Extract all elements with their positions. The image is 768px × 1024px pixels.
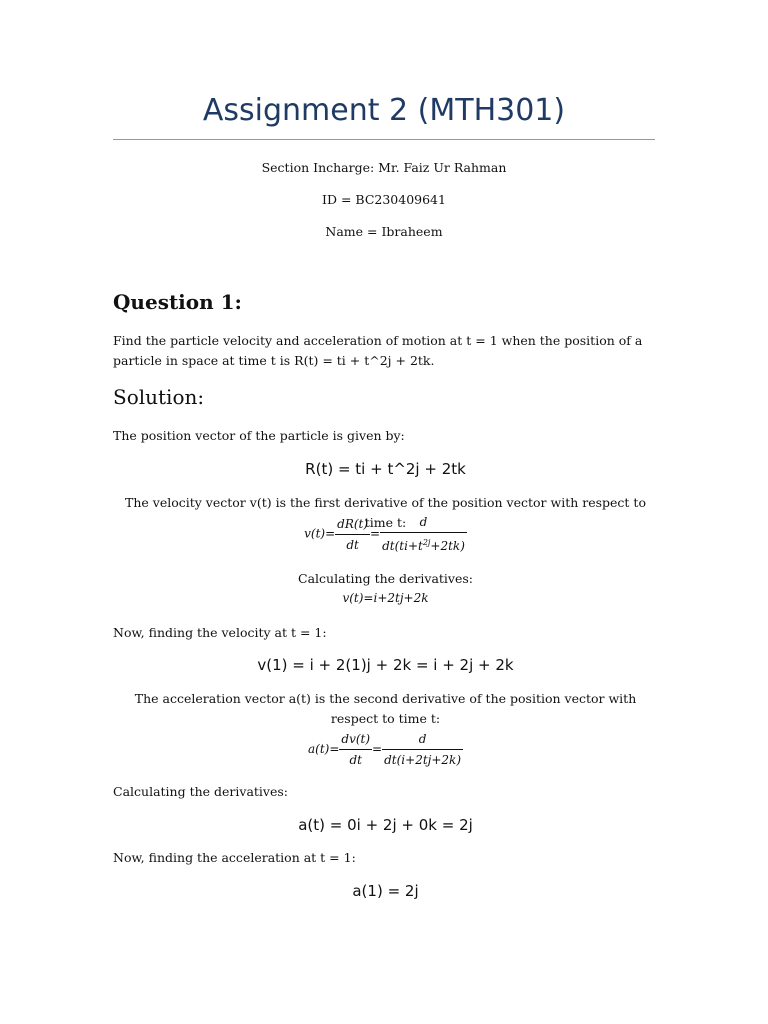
velocity-frac2-den-post: +2tk) [430,539,465,553]
accel-equals: = [372,742,383,756]
velocity-intro: The velocity vector v(t) is the first derivative of the position vector with respect to time t: [125,495,646,530]
velocity-frac2-num: d [380,512,467,533]
velocity-lhs: v(t)= [304,526,336,541]
velocity-frac1-num: dR(t) [335,514,370,535]
velocity-result: v(t)=i+2tj+2k [342,591,429,605]
title-divider [113,139,655,140]
accel-equation: a(t) = 0i + 2j + 0k = 2j [298,816,473,834]
accel-fraction-1 [339,729,372,770]
accel-formula [113,729,658,770]
accel-at-label: Now, finding the acceleration at t = 1: [113,850,356,865]
velocity-frac2-den [380,533,467,556]
student-id: ID = BC230409641 [322,192,446,207]
student-name: Name = Ibraheem [325,224,443,239]
solution-intro: The position vector of the particle is given by: [113,428,405,443]
velocity-fraction-1 [335,514,370,555]
velocity-frac2-den-sup: 2j [422,538,431,547]
question-heading: Question 1: [113,290,242,314]
solution-heading: Solution: [113,385,205,409]
calc2-label: Calculating the derivatives: [113,784,288,799]
accel-lhs: a(t)= [307,742,340,756]
velocity-formula [113,512,658,556]
accel-intro: The acceleration vector a(t) is the second derivative of the position vector with respect to time t: [134,691,637,726]
position-equation: R(t) = ti + t^2j + 2tk [305,460,466,478]
velocity-frac1-den: dt [346,537,359,552]
accel-frac1-num: dv(t) [339,729,372,750]
velocity-fraction-2 [380,512,467,556]
velocity-frac2-den-pre: dt(ti+t [382,539,423,553]
calc1-label: Calculating the derivatives: [298,571,473,586]
accel-frac2-den: dt(i+2tj+2k) [384,753,462,767]
accel-final-equation: a(1) = 2j [352,882,419,900]
page-title: Assignment 2 (MTH301) [202,93,566,128]
velocity-equation: v(1) = i + 2(1)j + 2k = i + 2j + 2k [257,656,514,674]
velocity-at-label: Now, finding the velocity at t = 1: [113,625,327,640]
question-text: Find the particle velocity and acceleration of motion at t = 1 when the position of a particle in space at time t is R(t) = ti + t^2j + 2tk. [113,333,643,368]
accel-fraction-2 [382,729,463,770]
velocity-equals: = [370,526,381,541]
accel-frac2-num: d [382,729,463,750]
accel-frac1-den: dt [349,753,362,767]
section-incharge: Section Incharge: Mr. Faiz Ur Rahman [261,160,507,175]
